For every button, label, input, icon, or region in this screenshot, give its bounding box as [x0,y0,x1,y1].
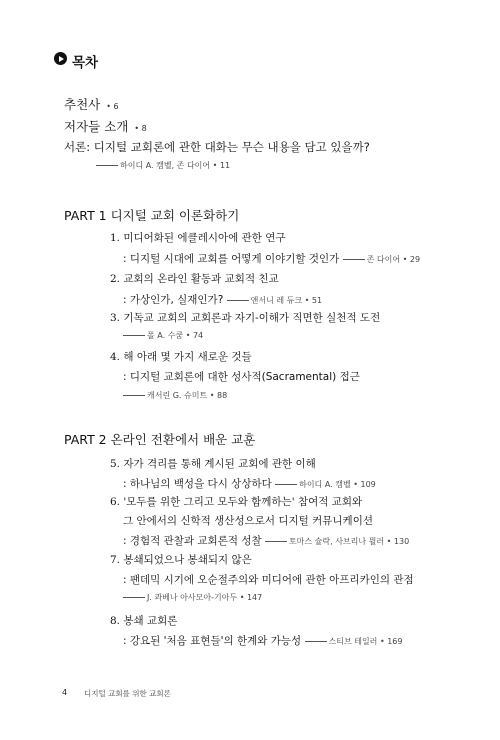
toc-entry-title: 추천사 [64,97,101,112]
chapter-6-title-cont: 그 안에서의 신학적 생산성으로서 디지털 커뮤니케이션 [123,515,373,527]
author-rule [227,300,249,301]
toc-entry-page: • 8 [134,124,147,133]
toc-entry-introduction[interactable] [64,139,370,155]
chapter-7-title[interactable]: 7. 봉쇄되었으나 봉쇄되지 않은 [110,554,252,566]
author-rule [265,541,287,542]
chapter-5-subtitle [123,476,376,491]
subtitle-text: : 하나님의 백성을 다시 상상하다 [123,478,272,490]
part-2-title[interactable]: PART 2 온라인 전환에서 배운 교훈 [64,432,256,447]
play-circle-icon [54,52,67,65]
chapter-8-title[interactable]: 8. 봉쇄 교회론 [110,615,178,627]
chapter-2-subtitle [123,292,322,307]
chapter-author: J. 콰베나 아사모아-기아두 • 147 [147,593,263,602]
author-rule [123,597,145,598]
subtitle-text: : 디지털 시대에 교회를 어떻게 이야기할 것인가 [123,253,340,265]
toc-entry-foreword[interactable] [64,95,119,113]
chapter-7-author [123,592,262,603]
introduction-author [96,160,230,171]
author-rule [305,641,327,642]
toc-entry-title: 저자들 소개 [64,119,129,134]
subtitle-text: : 경험적 관찰과 교회론적 성찰 [123,535,262,547]
chapter-author: 스티브 테일러 • 169 [328,637,403,646]
chapter-8-subtitle [123,633,403,648]
chapter-4-title[interactable]: 4. 해 아래 몇 가지 새로운 것들 [110,351,252,363]
author-rule [96,165,118,166]
author-rule [343,259,365,260]
toc-entry-page: • 6 [106,102,119,111]
chapter-4-subtitle: : 디지털 교회론에 대한 성사적(Sacramental) 접근 [123,371,360,383]
toc-entry-authors[interactable] [64,117,147,135]
toc-entry-title: 서론: 디지털 교회론에 관한 대화는 무슨 내용을 담고 있을까? [64,140,370,154]
chapter-1-subtitle [123,251,420,266]
part-1-title[interactable]: PART 1 디지털 교회 이론화하기 [64,208,240,223]
footer-page-number: 4 [62,688,68,697]
chapter-author: 앤서니 레 듀크 • 51 [250,296,323,305]
footer-book-title: 디지털 교회를 위한 교회론 [84,689,171,698]
chapter-5-title[interactable]: 5. 자가 격리를 통해 계시된 교회에 관한 이해 [110,458,316,470]
chapter-7-subtitle: : 팬데믹 시기에 오순절주의와 미디어에 관한 아프리카인의 관점 [123,574,414,586]
chapter-6-subtitle [123,533,409,548]
chapter-1-title[interactable]: 1. 미디어화된 에클레시아에 관한 연구 [110,232,286,244]
subtitle-text: : 가상인가, 실재인가? [123,294,224,306]
chapter-author: 존 다이어 • 29 [366,255,421,264]
chapter-author: 폴 A. 수쿰 • 74 [147,331,204,340]
author-text: 하이디 A. 캠벨, 존 다이어 • 11 [120,161,231,170]
chapter-author: 토마스 슐락, 사브리나 뮐러 • 130 [288,537,410,546]
chapter-3-title[interactable]: 3. 기독교 교회의 교회론과 자기-이해가 직면한 실천적 도전 [110,312,381,324]
chapter-3-author [123,330,203,341]
toc-title: 목차 [72,55,99,71]
chapter-6-title[interactable]: 6. '모두를 위한 그리고 모두와 함께하는' 참여적 교회와 [110,496,363,508]
chapter-2-title[interactable]: 2. 교회의 온라인 활동과 교회적 친교 [110,273,279,285]
chapter-author: 캐서린 G. 슈미트 • 88 [147,391,228,400]
chapter-author: 하이디 A. 캠벨 • 109 [299,480,376,489]
author-rule [123,395,145,396]
author-rule [123,335,145,336]
chapter-4-author [123,390,227,401]
subtitle-text: : 강요된 '처음 표현들'의 한계와 가능성 [123,635,302,647]
author-rule [275,484,297,485]
